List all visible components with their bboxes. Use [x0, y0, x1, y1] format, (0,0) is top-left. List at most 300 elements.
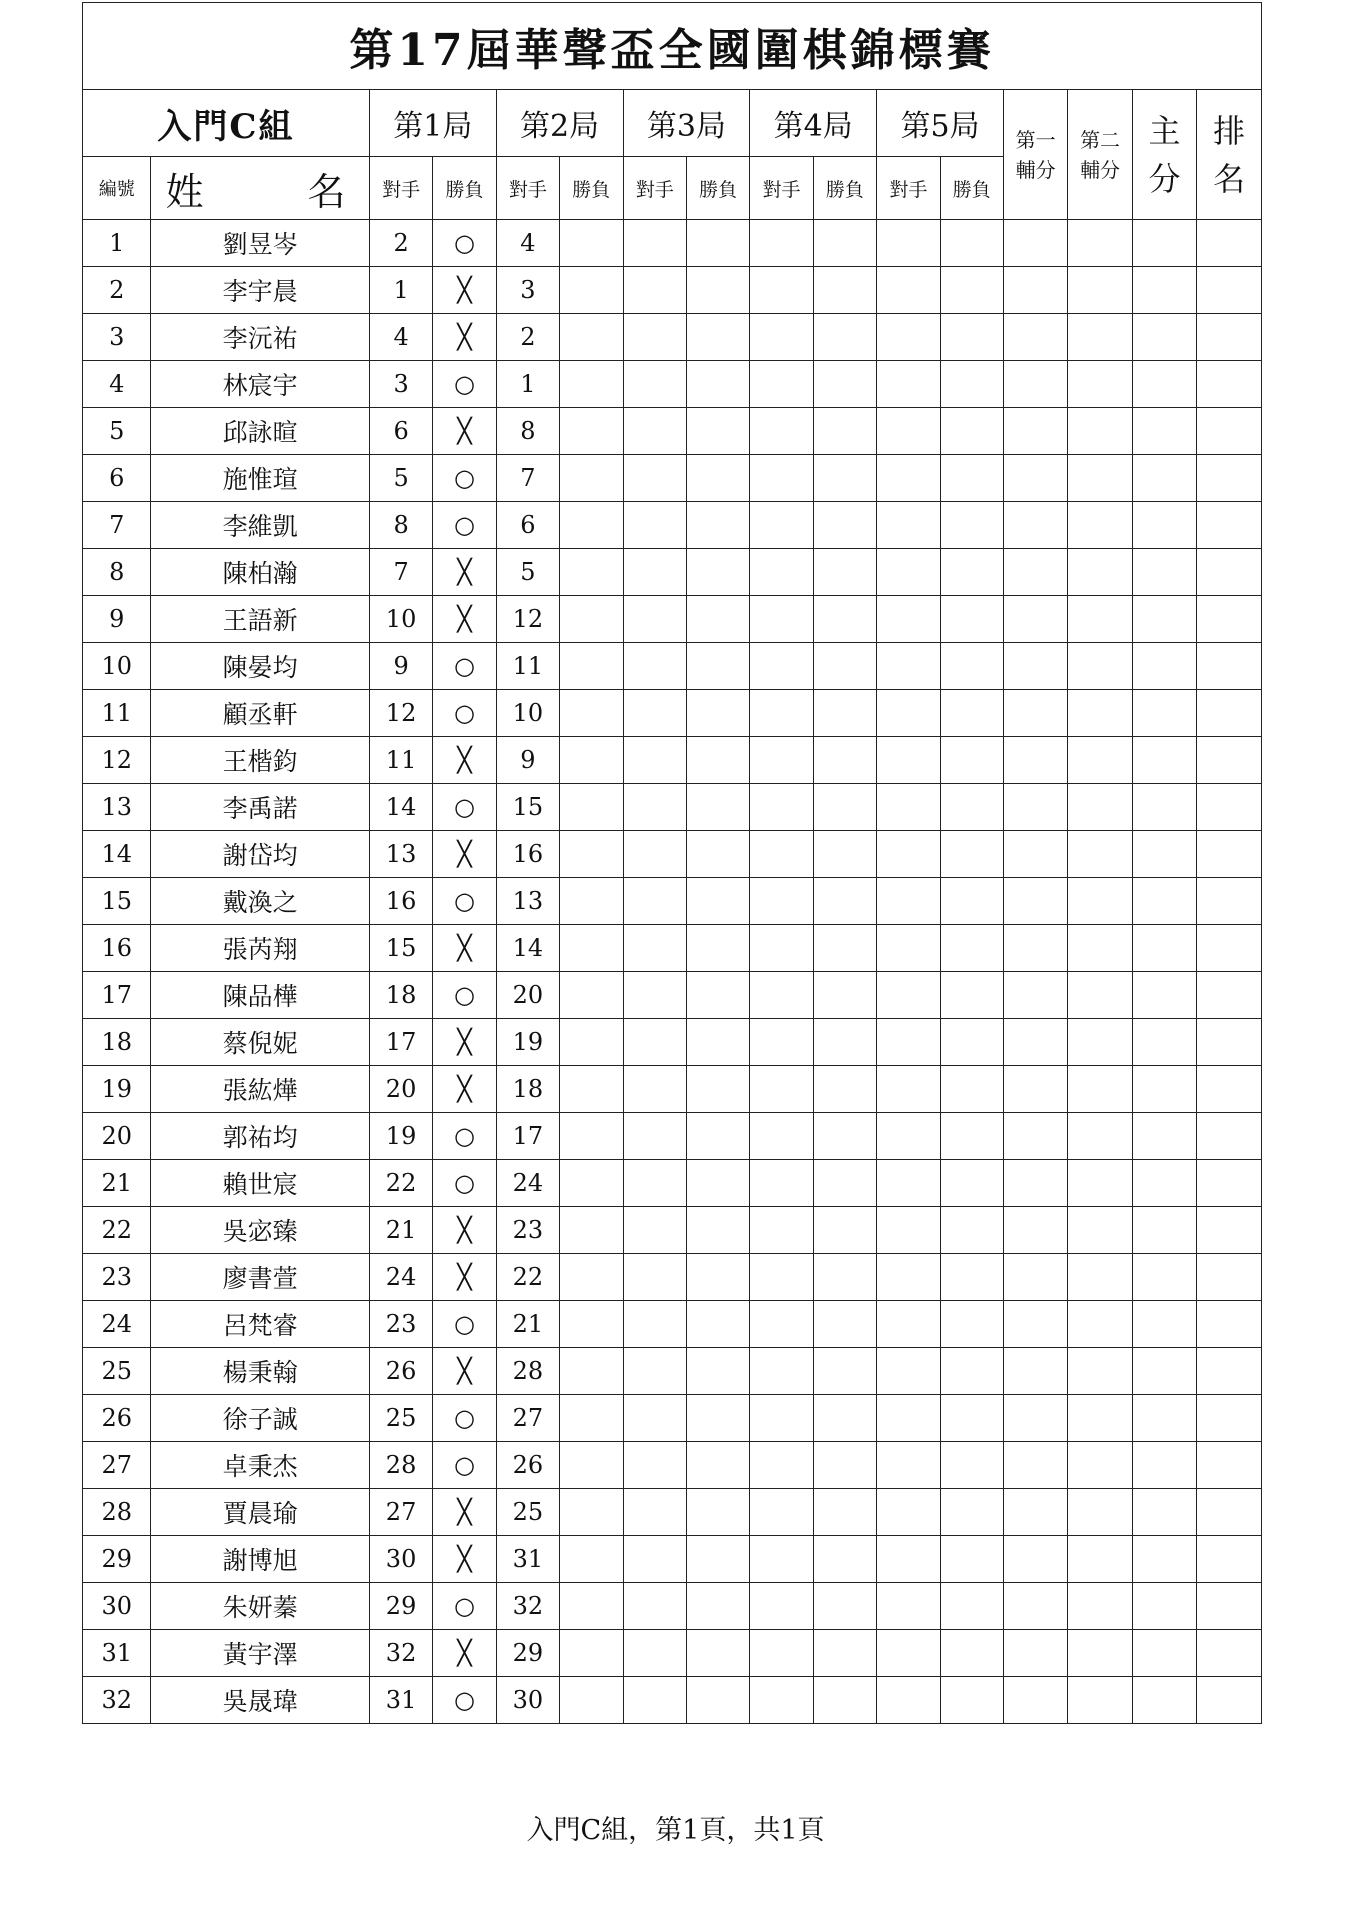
empty-cell	[750, 643, 813, 690]
round-2-opponent: 15	[496, 784, 559, 831]
result-header: 勝負	[686, 157, 749, 220]
empty-cell	[750, 1301, 813, 1348]
empty-cell	[686, 737, 749, 784]
empty-cell	[750, 1583, 813, 1630]
player-id: 4	[83, 361, 151, 408]
empty-cell	[813, 737, 876, 784]
empty-cell	[560, 502, 623, 549]
empty-cell	[1197, 361, 1262, 408]
empty-cell	[560, 1489, 623, 1536]
round-1-opponent: 28	[369, 1442, 432, 1489]
round-1-result: ╳	[433, 1254, 496, 1301]
round-1-result: ╳	[433, 549, 496, 596]
empty-cell	[877, 1160, 940, 1207]
round-1-result: ╳	[433, 1489, 496, 1536]
empty-cell	[623, 1630, 686, 1677]
empty-cell	[940, 737, 1003, 784]
empty-cell	[940, 502, 1003, 549]
round-1-opponent: 8	[369, 502, 432, 549]
empty-cell	[877, 1677, 940, 1724]
round-2-opponent: 10	[496, 690, 559, 737]
empty-cell	[1068, 1301, 1132, 1348]
empty-cell	[1132, 1442, 1196, 1489]
opponent-header: 對手	[623, 157, 686, 220]
empty-cell	[1132, 1254, 1196, 1301]
empty-cell	[940, 1113, 1003, 1160]
empty-cell	[560, 408, 623, 455]
empty-cell	[1197, 502, 1262, 549]
empty-cell	[750, 1677, 813, 1724]
empty-cell	[877, 1489, 940, 1536]
round-2-opponent: 25	[496, 1489, 559, 1536]
empty-cell	[1003, 549, 1067, 596]
empty-cell	[623, 831, 686, 878]
table-row	[83, 455, 1262, 502]
empty-cell	[813, 1348, 876, 1395]
empty-cell	[623, 1348, 686, 1395]
opponent-header: 對手	[496, 157, 559, 220]
empty-cell	[750, 1489, 813, 1536]
empty-cell	[813, 220, 876, 267]
empty-cell	[1132, 1160, 1196, 1207]
empty-cell	[877, 1301, 940, 1348]
table-row	[83, 878, 1262, 925]
round-1-result: ○	[433, 1677, 496, 1724]
round-3-header: 第3局	[623, 90, 750, 157]
empty-cell	[750, 1630, 813, 1677]
empty-cell	[813, 1583, 876, 1630]
empty-cell	[1003, 1536, 1067, 1583]
empty-cell	[1132, 831, 1196, 878]
result-header: 勝負	[940, 157, 1003, 220]
player-name: 邱詠暄	[151, 408, 369, 455]
empty-cell	[1132, 1489, 1196, 1536]
empty-cell	[1132, 408, 1196, 455]
empty-cell	[1068, 690, 1132, 737]
empty-cell	[877, 596, 940, 643]
round-1-result: ○	[433, 972, 496, 1019]
round-1-opponent: 22	[369, 1160, 432, 1207]
empty-cell	[813, 831, 876, 878]
round-1-opponent: 1	[369, 267, 432, 314]
empty-cell	[750, 1442, 813, 1489]
empty-cell	[1068, 1489, 1132, 1536]
empty-cell	[623, 1301, 686, 1348]
empty-cell	[1197, 1442, 1262, 1489]
name-header: 姓 名	[151, 157, 369, 220]
empty-cell	[1132, 1207, 1196, 1254]
player-id: 25	[83, 1348, 151, 1395]
player-id: 21	[83, 1160, 151, 1207]
empty-cell	[560, 220, 623, 267]
round-1-opponent: 27	[369, 1489, 432, 1536]
empty-cell	[940, 408, 1003, 455]
empty-cell	[940, 690, 1003, 737]
round-1-opponent: 31	[369, 1677, 432, 1724]
empty-cell	[1132, 267, 1196, 314]
empty-cell	[1068, 1254, 1132, 1301]
player-name: 李沅祐	[151, 314, 369, 361]
round-1-opponent: 4	[369, 314, 432, 361]
player-id: 14	[83, 831, 151, 878]
empty-cell	[877, 314, 940, 361]
empty-cell	[1068, 408, 1132, 455]
empty-cell	[1068, 925, 1132, 972]
round-2-opponent: 32	[496, 1583, 559, 1630]
empty-cell	[750, 1160, 813, 1207]
empty-cell	[940, 1348, 1003, 1395]
empty-cell	[686, 596, 749, 643]
empty-cell	[1132, 784, 1196, 831]
round-1-opponent: 16	[369, 878, 432, 925]
empty-cell	[686, 972, 749, 1019]
empty-cell	[750, 831, 813, 878]
empty-cell	[1003, 1254, 1067, 1301]
round-1-result: ○	[433, 1301, 496, 1348]
empty-cell	[560, 972, 623, 1019]
empty-cell	[686, 1066, 749, 1113]
empty-cell	[813, 314, 876, 361]
empty-cell	[813, 596, 876, 643]
empty-cell	[1197, 220, 1262, 267]
empty-cell	[877, 455, 940, 502]
empty-cell	[1068, 643, 1132, 690]
empty-cell	[813, 878, 876, 925]
id-header: 編號	[83, 157, 151, 220]
round-2-opponent: 24	[496, 1160, 559, 1207]
empty-cell	[750, 455, 813, 502]
player-name: 劉昱岑	[151, 220, 369, 267]
empty-cell	[940, 784, 1003, 831]
empty-cell	[940, 972, 1003, 1019]
empty-cell	[560, 596, 623, 643]
empty-cell	[877, 408, 940, 455]
empty-cell	[940, 1066, 1003, 1113]
round-1-opponent: 9	[369, 643, 432, 690]
empty-cell	[1068, 455, 1132, 502]
round-2-opponent: 13	[496, 878, 559, 925]
empty-cell	[560, 1301, 623, 1348]
player-name: 王楷鈞	[151, 737, 369, 784]
empty-cell	[877, 1395, 940, 1442]
player-id: 17	[83, 972, 151, 1019]
round-2-opponent: 30	[496, 1677, 559, 1724]
empty-cell	[1197, 1348, 1262, 1395]
empty-cell	[1197, 831, 1262, 878]
player-id: 2	[83, 267, 151, 314]
empty-cell	[1197, 314, 1262, 361]
round-1-result: ○	[433, 1160, 496, 1207]
player-id: 22	[83, 1207, 151, 1254]
player-name: 賴世宸	[151, 1160, 369, 1207]
empty-cell	[813, 1113, 876, 1160]
empty-cell	[623, 1066, 686, 1113]
standings-table	[82, 2, 1262, 1724]
empty-cell	[1068, 737, 1132, 784]
empty-cell	[686, 408, 749, 455]
empty-cell	[940, 1019, 1003, 1066]
table-row	[83, 690, 1262, 737]
empty-cell	[686, 1019, 749, 1066]
table-row	[83, 596, 1262, 643]
opponent-header: 對手	[877, 157, 940, 220]
empty-cell	[1003, 455, 1067, 502]
round-1-opponent: 14	[369, 784, 432, 831]
empty-cell	[1197, 1395, 1262, 1442]
empty-cell	[813, 1677, 876, 1724]
empty-cell	[877, 1019, 940, 1066]
empty-cell	[940, 220, 1003, 267]
player-id: 1	[83, 220, 151, 267]
empty-cell	[1197, 1207, 1262, 1254]
empty-cell	[686, 690, 749, 737]
empty-cell	[686, 1442, 749, 1489]
player-id: 18	[83, 1019, 151, 1066]
round-1-result: ╳	[433, 1019, 496, 1066]
round-2-opponent: 28	[496, 1348, 559, 1395]
round-1-opponent: 11	[369, 737, 432, 784]
empty-cell	[1132, 502, 1196, 549]
empty-cell	[750, 784, 813, 831]
player-name: 徐子誠	[151, 1395, 369, 1442]
round-2-opponent: 26	[496, 1442, 559, 1489]
empty-cell	[940, 596, 1003, 643]
empty-cell	[1068, 502, 1132, 549]
round-1-result: ○	[433, 1395, 496, 1442]
empty-cell	[940, 1301, 1003, 1348]
empty-cell	[813, 784, 876, 831]
round-1-opponent: 25	[369, 1395, 432, 1442]
player-id: 24	[83, 1301, 151, 1348]
empty-cell	[877, 220, 940, 267]
round-1-header: 第1局	[369, 90, 496, 157]
empty-cell	[560, 1677, 623, 1724]
round-1-result: ○	[433, 1113, 496, 1160]
empty-cell	[560, 267, 623, 314]
empty-cell	[686, 1160, 749, 1207]
empty-cell	[1003, 1442, 1067, 1489]
round-2-opponent: 7	[496, 455, 559, 502]
round-4-header: 第4局	[750, 90, 877, 157]
empty-cell	[750, 925, 813, 972]
empty-cell	[750, 690, 813, 737]
empty-cell	[1132, 972, 1196, 1019]
empty-cell	[686, 267, 749, 314]
empty-cell	[813, 549, 876, 596]
round-1-result: ○	[433, 643, 496, 690]
empty-cell	[1132, 925, 1196, 972]
empty-cell	[1003, 267, 1067, 314]
round-1-opponent: 6	[369, 408, 432, 455]
round-1-opponent: 29	[369, 1583, 432, 1630]
result-header: 勝負	[433, 157, 496, 220]
empty-cell	[560, 1442, 623, 1489]
player-name: 楊秉翰	[151, 1348, 369, 1395]
round-1-result: ○	[433, 1583, 496, 1630]
empty-cell	[623, 1583, 686, 1630]
empty-cell	[750, 361, 813, 408]
table-row	[83, 1066, 1262, 1113]
player-id: 15	[83, 878, 151, 925]
empty-cell	[940, 1442, 1003, 1489]
round-1-opponent: 13	[369, 831, 432, 878]
player-name: 謝岱均	[151, 831, 369, 878]
empty-cell	[1197, 1113, 1262, 1160]
empty-cell	[1003, 972, 1067, 1019]
player-id: 20	[83, 1113, 151, 1160]
empty-cell	[750, 1254, 813, 1301]
round-5-header: 第5局	[877, 90, 1004, 157]
empty-cell	[1068, 1066, 1132, 1113]
round-2-header: 第2局	[496, 90, 623, 157]
round-2-opponent: 14	[496, 925, 559, 972]
player-id: 16	[83, 925, 151, 972]
table-row	[83, 1019, 1262, 1066]
player-name: 賈晨瑜	[151, 1489, 369, 1536]
round-2-opponent: 1	[496, 361, 559, 408]
empty-cell	[1068, 549, 1132, 596]
table-row	[83, 643, 1262, 690]
table-row	[83, 361, 1262, 408]
round-1-result: ○	[433, 690, 496, 737]
table-row	[83, 784, 1262, 831]
empty-cell	[1132, 878, 1196, 925]
empty-cell	[750, 502, 813, 549]
empty-cell	[560, 1160, 623, 1207]
round-1-opponent: 24	[369, 1254, 432, 1301]
empty-cell	[1003, 784, 1067, 831]
player-name: 林宸宇	[151, 361, 369, 408]
player-name: 郭祐均	[151, 1113, 369, 1160]
player-name: 卓秉杰	[151, 1442, 369, 1489]
player-name: 施惟瑄	[151, 455, 369, 502]
rank-header: 排 名	[1197, 90, 1262, 220]
round-1-opponent: 3	[369, 361, 432, 408]
result-header: 勝負	[560, 157, 623, 220]
round-1-opponent: 12	[369, 690, 432, 737]
empty-cell	[623, 220, 686, 267]
empty-cell	[1132, 1113, 1196, 1160]
empty-cell	[750, 878, 813, 925]
empty-cell	[1003, 1019, 1067, 1066]
empty-cell	[560, 737, 623, 784]
empty-cell	[560, 1019, 623, 1066]
round-2-opponent: 8	[496, 408, 559, 455]
empty-cell	[1068, 314, 1132, 361]
empty-cell	[877, 549, 940, 596]
empty-cell	[750, 408, 813, 455]
empty-cell	[940, 831, 1003, 878]
result-header: 勝負	[813, 157, 876, 220]
round-1-result: ╳	[433, 1348, 496, 1395]
empty-cell	[813, 267, 876, 314]
empty-cell	[623, 1395, 686, 1442]
round-2-opponent: 23	[496, 1207, 559, 1254]
round-1-opponent: 2	[369, 220, 432, 267]
player-name: 王語新	[151, 596, 369, 643]
round-2-opponent: 18	[496, 1066, 559, 1113]
empty-cell	[1197, 1489, 1262, 1536]
empty-cell	[1197, 1630, 1262, 1677]
empty-cell	[1197, 1254, 1262, 1301]
empty-cell	[750, 737, 813, 784]
empty-cell	[1068, 220, 1132, 267]
empty-cell	[560, 925, 623, 972]
round-1-opponent: 19	[369, 1113, 432, 1160]
empty-cell	[940, 1583, 1003, 1630]
player-name: 張芮翔	[151, 925, 369, 972]
empty-cell	[623, 1536, 686, 1583]
empty-cell	[940, 455, 1003, 502]
empty-cell	[560, 1583, 623, 1630]
empty-cell	[750, 314, 813, 361]
empty-cell	[1132, 1348, 1196, 1395]
player-id: 7	[83, 502, 151, 549]
table-row	[83, 1254, 1262, 1301]
table-row	[83, 1489, 1262, 1536]
empty-cell	[940, 267, 1003, 314]
empty-cell	[1197, 972, 1262, 1019]
empty-cell	[1068, 784, 1132, 831]
empty-cell	[1068, 1442, 1132, 1489]
main-score-header: 主 分	[1132, 90, 1196, 220]
empty-cell	[750, 972, 813, 1019]
empty-cell	[1003, 1348, 1067, 1395]
empty-cell	[623, 361, 686, 408]
empty-cell	[813, 972, 876, 1019]
empty-cell	[560, 1207, 623, 1254]
table-row	[83, 502, 1262, 549]
empty-cell	[623, 455, 686, 502]
round-1-result: ╳	[433, 408, 496, 455]
sheet-title: 第17屆華聲盃全國圍棋錦標賽	[83, 3, 1262, 90]
empty-cell	[1197, 408, 1262, 455]
empty-cell	[940, 1160, 1003, 1207]
player-id: 31	[83, 1630, 151, 1677]
empty-cell	[940, 1395, 1003, 1442]
round-1-opponent: 21	[369, 1207, 432, 1254]
round-2-opponent: 27	[496, 1395, 559, 1442]
empty-cell	[940, 361, 1003, 408]
empty-cell	[877, 831, 940, 878]
empty-cell	[623, 737, 686, 784]
empty-cell	[877, 737, 940, 784]
table-row	[83, 737, 1262, 784]
empty-cell	[623, 1677, 686, 1724]
empty-cell	[813, 925, 876, 972]
empty-cell	[1132, 220, 1196, 267]
round-1-opponent: 20	[369, 1066, 432, 1113]
player-name: 張紘燁	[151, 1066, 369, 1113]
empty-cell	[813, 1442, 876, 1489]
round-1-result: ○	[433, 361, 496, 408]
empty-cell	[750, 1207, 813, 1254]
empty-cell	[750, 220, 813, 267]
empty-cell	[1197, 1160, 1262, 1207]
empty-cell	[813, 1489, 876, 1536]
player-id: 6	[83, 455, 151, 502]
empty-cell	[750, 596, 813, 643]
round-1-result: ○	[433, 878, 496, 925]
empty-cell	[750, 1019, 813, 1066]
empty-cell	[1068, 361, 1132, 408]
round-2-opponent: 17	[496, 1113, 559, 1160]
round-1-opponent: 26	[369, 1348, 432, 1395]
empty-cell	[877, 1254, 940, 1301]
empty-cell	[1003, 220, 1067, 267]
empty-cell	[1003, 314, 1067, 361]
round-2-opponent: 22	[496, 1254, 559, 1301]
